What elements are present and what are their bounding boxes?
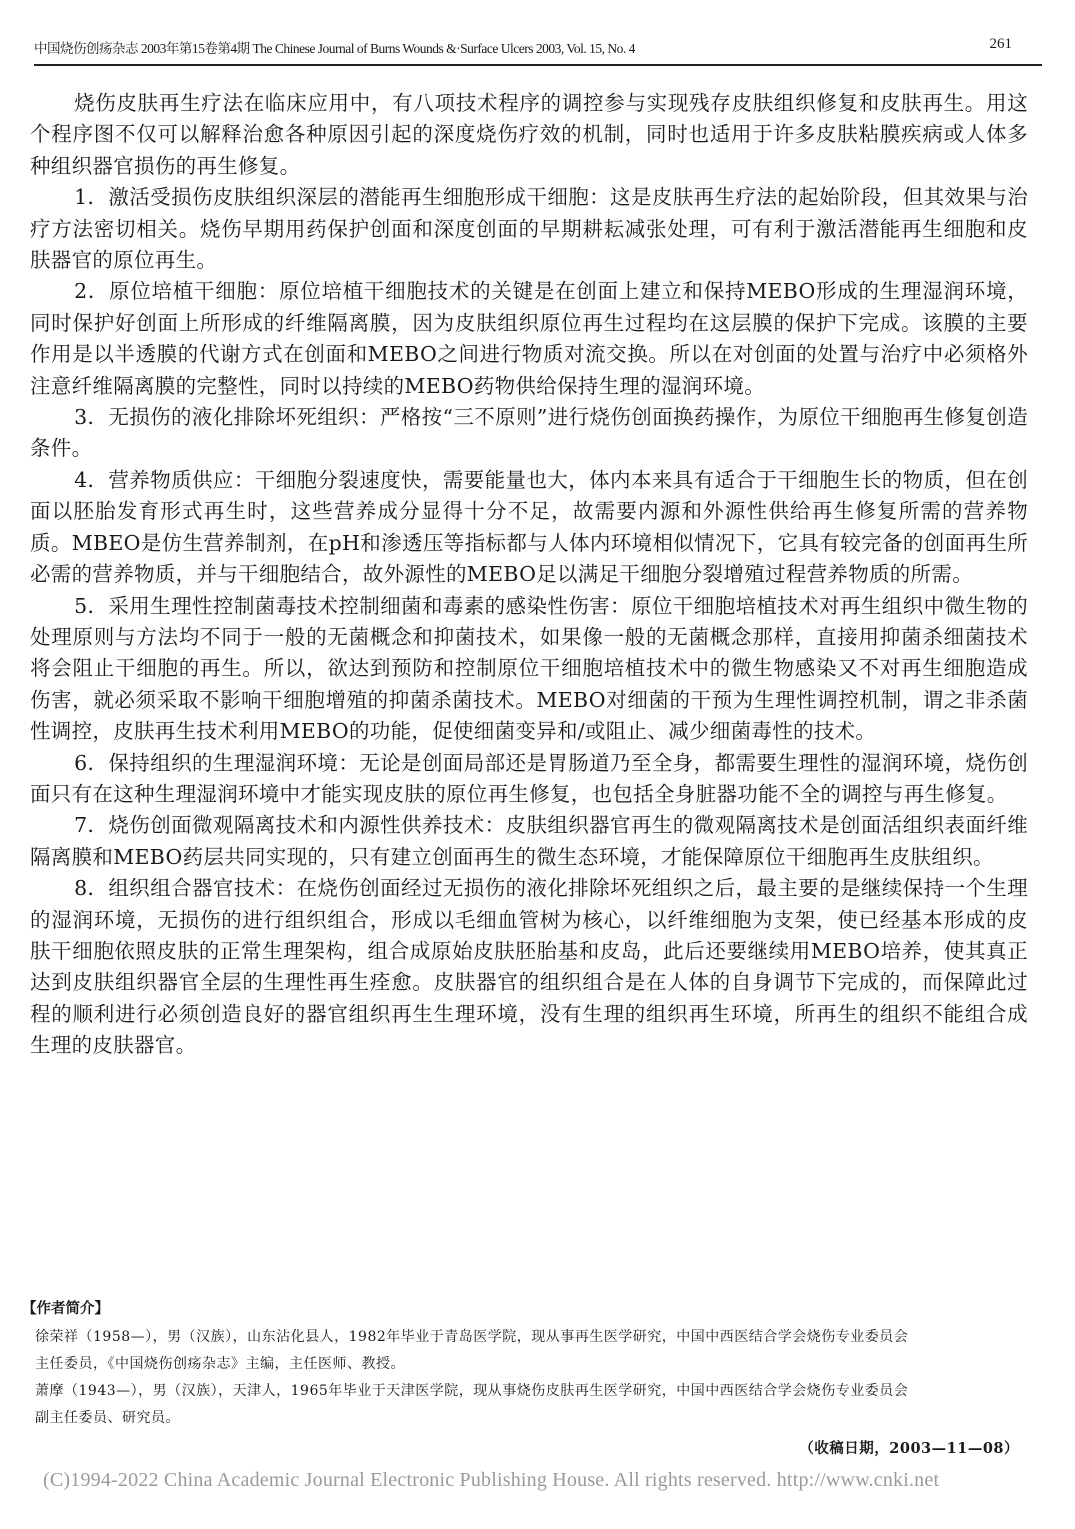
- author-bio-heading: 【作者简介】: [22, 1300, 109, 1317]
- journal-citation: 中国烧伤创疡杂志 2003年第15卷第4期 The Chinese Journal of Burns Wounds &·Surface Ulcers 2003, Vol. 15, No. 4: [34, 41, 635, 56]
- paragraph-item-4: 4．营养物质供应：干细胞分裂速度快，需要能量也大，体内本来具有适合于干细胞生长的物质，但在创面以胚胎发育形式再生时，这些营养成分显得十分不足，故需要内源和外源性供给再生修复所需的营养物质。MBEO是仿生营养制剂，在pH和渗透压等指标都与人体内环境相似情况下，它具有较完备的创面再生所必需的营养物质，并与干细胞结合，故外源性的MEBO足以满足干细胞分裂增殖过程营养物质的所需。: [30, 467, 1028, 587]
- paragraph-item-5: 5．采用生理性控制菌毒技术控制细菌和毒素的感染性伤害：原位干细胞培植技术对再生组织中微生物的处理原则与方法均不同于一般的无菌概念和抑菌技术，如果像一般的无菌概念那样，直接用抑菌杀细菌技术将会阻止干细胞的再生。所以，欲达到预防和控制原位干细胞培植技术中的微生物感染又不对再生细胞造成伤害，就必须采取不影响干细胞增殖的抑菌杀菌技术。MEBO对细菌的干预为生理性调控机制，谓之非杀菌性调控，皮肤再生技术利用MEBO的功能，促使细菌变异和/或阻止、减少细菌毒性的技术。: [30, 593, 1028, 744]
- author-bio-section: [22, 1298, 1042, 1432]
- paragraph-item-6: 6．保持组织的生理湿润环境：无论是创面局部还是胃肠道乃至全身，都需要生理性的湿润环境，烧伤创面只有在这种生理湿润环境中才能实现皮肤的原位再生修复，也包括全身脏器功能不全的调控与再生修复。: [30, 750, 1028, 806]
- article-body: [30, 88, 1028, 1062]
- page-number: 261: [989, 36, 1012, 52]
- author-entry-line: 主任委员，《中国烧伤创疡杂志》主编，主任医师、教授。: [35, 1356, 405, 1372]
- author-entry-line: 徐荣祥（1958—），男（汉族），山东沾化县人，1982年毕业于青岛医学院，现从事再生医学研究，中国中西医结合学会烧伤专业委员会: [35, 1329, 909, 1345]
- paragraph-intro: 烧伤皮肤再生疗法在临床应用中，有八项技术程序的调控参与实现残存皮肤组织修复和皮肤再生。用这个程序图不仅可以解释治愈各种原因引起的深度烧伤疗效的机制，同时也适用于许多皮肤粘膜疾病或人体多种组织器官损伤的再生修复。: [30, 91, 1028, 178]
- copyright-watermark: (C)1994-2022 China Academic Journal Electronic Publishing House. All rights reserved. http://www.cnki.net: [43, 1469, 940, 1491]
- author-entry: [22, 1324, 1042, 1378]
- received-date: （收稿日期，2003—11—08）: [799, 1440, 1019, 1457]
- running-header: [34, 30, 1042, 66]
- author-entry: [22, 1378, 1042, 1432]
- paragraph-item-3: 3．无损伤的液化排除坏死组织：严格按“三不原则”进行烧伤创面换药操作，为原位干细胞再生修复创造条件。: [30, 405, 1028, 461]
- author-entry-line: 副主任委员、研究员。: [35, 1410, 180, 1426]
- author-entry-line: 萧摩（1943—），男（汉族），天津人，1965年毕业于天津医学院，现从事烧伤皮肤再生医学研究，中国中西医结合学会烧伤专业委员会: [35, 1383, 909, 1399]
- paragraph-item-7: 7．烧伤创面微观隔离技术和内源性供养技术：皮肤组织器官再生的微观隔离技术是创面活组织表面纤维隔离膜和MEBO药层共同实现的，只有建立创面再生的微生态环境，才能保障原位干细胞再生皮肤组织。: [30, 813, 1028, 869]
- paragraph-item-2: 2．原位培植干细胞：原位培植干细胞技术的关键是在创面上建立和保持MEBO形成的生理湿润环境，同时保护好创面上所形成的纤维隔离膜，因为皮肤组织原位再生过程均在这层膜的保护下完成。该膜的主要作用是以半透膜的代谢方式在创面和MEBO之间进行物质对流交换。所以在对创面的处置与治疗中必须格外注意纤维隔离膜的完整性，同时以持续的MEBO药物供给保持生理的湿润环境。: [30, 279, 1028, 398]
- paragraph-item-1: 1．激活受损伤皮肤组织深层的潜能再生细胞形成干细胞：这是皮肤再生疗法的起始阶段，但其效果与治疗方法密切相关。烧伤早期用药保护创面和深度创面的早期耕耘减张处理，可有利于激活潜能再生细胞和皮肤器官的原位再生。: [30, 185, 1028, 273]
- paragraph-item-8: 8．组织组合器官技术：在烧伤创面经过无损伤的液化排除坏死组织之后，最主要的是继续保持一个生理的湿润环境，无损伤的进行组织组合，形成以毛细血管树为核心，以纤维细胞为支架，使已经基本形成的皮肤干细胞依照皮肤的正常生理架构，组合成原始皮肤胚胎基和皮岛，此后还要继续用MEBO培养，使其真正达到皮肤组织器官全层的生理性再生痊愈。皮肤器官的组织组合是在人体的自身调节下完成的，而保障此过程的顺利进行必须创造良好的器官组织再生生理环境，没有生理的组织再生环境，所再生的组织不能组合成生理的皮肤器官。: [30, 876, 1028, 1058]
